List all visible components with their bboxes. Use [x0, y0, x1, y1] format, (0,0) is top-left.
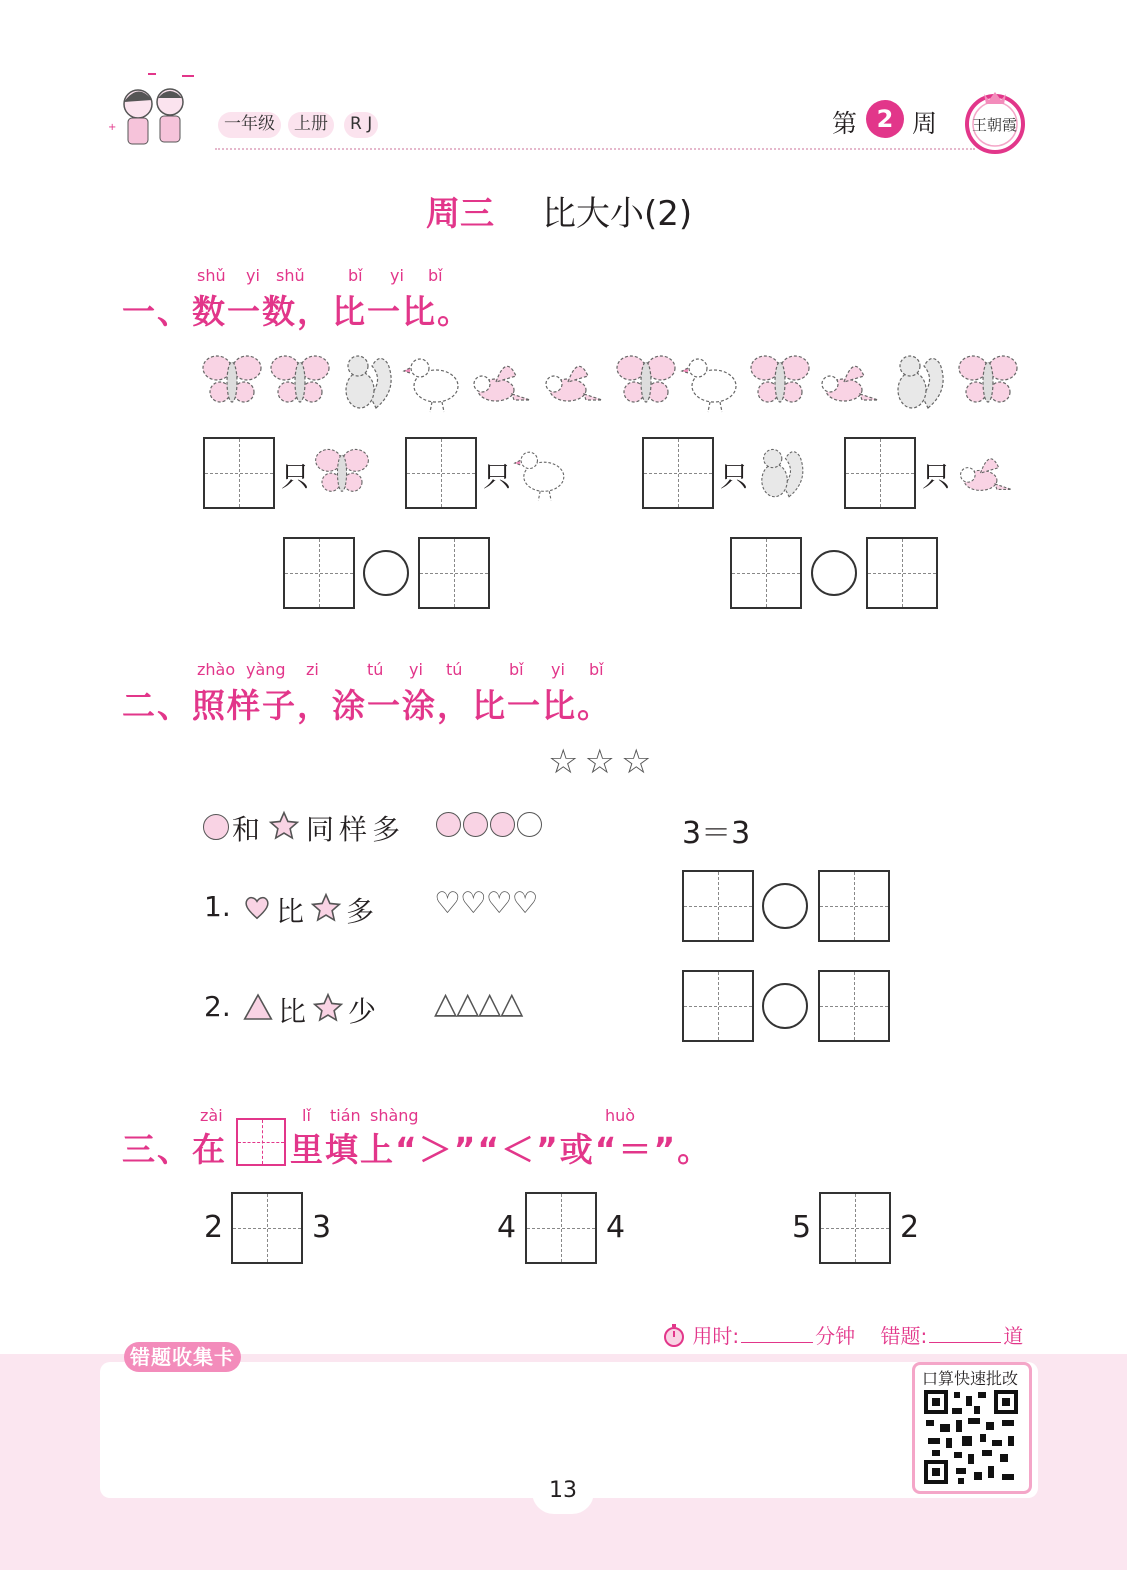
unit-label: 只	[281, 460, 310, 493]
circle-icon	[436, 812, 461, 837]
pinyin: lǐ	[302, 1106, 311, 1125]
week-number: 2	[866, 100, 904, 138]
pinyin: shàng	[370, 1106, 419, 1125]
example-circle-shapes	[436, 812, 542, 837]
circle-icon	[203, 814, 229, 840]
pinyin: yàng	[246, 660, 286, 679]
time-label: 用时:	[692, 1324, 740, 1348]
section3-heading-end: 里填上“＞”“＜”或“＝”。	[290, 1130, 713, 1169]
pinyin: bǐ	[348, 266, 363, 285]
unit-label: 只	[720, 460, 749, 493]
item1-left-box[interactable]	[682, 870, 754, 942]
compare-left-box[interactable]	[730, 537, 802, 609]
problem2-left: 4	[497, 1210, 517, 1245]
brand-seal	[962, 84, 1028, 158]
triangle-icon	[242, 992, 274, 1022]
item1-sign-circle[interactable]	[762, 883, 808, 929]
page-number: 13	[549, 1478, 577, 1503]
pinyin: yi	[409, 660, 423, 679]
squirrel-icon	[346, 356, 391, 408]
item1-right-box[interactable]	[818, 870, 890, 942]
butterfly-icon	[203, 356, 261, 402]
mistake-card-label: 错题收集卡	[124, 1342, 241, 1372]
item2-sign-circle[interactable]	[762, 983, 808, 1029]
unit-label: 只	[483, 460, 512, 493]
item1-heart-shapes[interactable]: ♡♡♡♡	[434, 886, 538, 921]
edition-label: R J	[344, 112, 378, 138]
bird-icon	[954, 444, 1018, 504]
star-icon	[310, 892, 342, 924]
problem3-left: 5	[792, 1210, 812, 1245]
answer-box-butterfly[interactable]	[203, 437, 275, 509]
example-answer: 3＝3	[682, 816, 751, 851]
butterfly-icon	[271, 356, 329, 402]
pinyin: bǐ	[428, 266, 443, 285]
volume-label: 上册	[288, 112, 334, 138]
pinyin: bǐ	[509, 660, 524, 679]
wrong-label: 错题:	[880, 1324, 928, 1348]
pinyin: shǔ	[197, 266, 226, 285]
item-number: 1.	[204, 890, 231, 923]
grade-label: 一年级	[218, 112, 281, 138]
compare-sign-circle[interactable]	[363, 550, 409, 596]
stopwatch-icon	[662, 1323, 686, 1347]
item1-relation: 多	[346, 895, 375, 928]
butterfly-icon	[312, 444, 372, 504]
item1-connector: 比	[276, 895, 305, 928]
bird-icon	[546, 366, 602, 401]
item-number: 2.	[204, 990, 231, 1023]
qr-label: 口算快速批改	[922, 1369, 1019, 1388]
animal-row	[198, 348, 1024, 414]
inline-box-icon	[236, 1118, 286, 1166]
example-connector: 和	[232, 813, 261, 846]
star-icon	[268, 810, 300, 842]
item2-left-box[interactable]	[682, 970, 754, 1042]
pinyin: yi	[551, 660, 565, 679]
answer-box-squirrel[interactable]	[642, 437, 714, 509]
bird-icon	[474, 366, 530, 401]
section3-heading-start: 三、在	[122, 1130, 227, 1169]
timer-row	[662, 1320, 1023, 1349]
answer-box-chicken[interactable]	[405, 437, 477, 509]
time-unit: 分钟	[815, 1324, 856, 1348]
squirrel-icon	[750, 444, 810, 504]
week-suffix: 周	[912, 109, 938, 138]
pinyin: zi	[306, 660, 319, 679]
chicken-icon	[404, 359, 458, 412]
unit-label: 只	[922, 460, 951, 493]
problem1-answer-box[interactable]	[231, 1192, 303, 1264]
svg-text:+: +	[108, 122, 117, 133]
chicken-icon	[682, 359, 736, 412]
title-topic: 比大小(2)	[542, 194, 693, 234]
answer-box-bird[interactable]	[844, 437, 916, 509]
pinyin: tú	[367, 660, 384, 679]
problem1-left: 2	[204, 1210, 224, 1245]
wrong-unit: 道	[1003, 1324, 1024, 1348]
pinyin: zài	[200, 1106, 223, 1125]
compare-sign-circle[interactable]	[811, 550, 857, 596]
title-day: 周三	[426, 194, 494, 234]
item2-relation: 少	[348, 995, 377, 1028]
squirrel-icon	[898, 356, 943, 408]
wrong-blank[interactable]	[929, 1342, 1001, 1343]
seal-text: 王朝霞	[972, 116, 1018, 134]
circle-icon	[517, 812, 542, 837]
butterfly-icon	[751, 356, 809, 402]
compare-right-box[interactable]	[866, 537, 938, 609]
pinyin: tián	[330, 1106, 361, 1125]
compare-left-box[interactable]	[283, 537, 355, 609]
problem2-right: 4	[606, 1210, 626, 1245]
pinyin: bǐ	[589, 660, 604, 679]
circle-icon	[490, 812, 515, 837]
butterfly-icon	[959, 356, 1017, 402]
pinyin: yi	[246, 266, 260, 285]
bird-icon	[822, 366, 878, 401]
week-prefix: 第	[832, 109, 858, 138]
problem1-right: 3	[312, 1210, 332, 1245]
time-blank[interactable]	[741, 1342, 813, 1343]
item2-connector: 比	[278, 995, 307, 1028]
problem2-answer-box[interactable]	[525, 1192, 597, 1264]
pinyin: huò	[605, 1106, 636, 1125]
star-icon	[312, 992, 344, 1024]
item2-right-box[interactable]	[818, 970, 890, 1042]
circle-icon	[463, 812, 488, 837]
header-divider	[215, 148, 975, 150]
pinyin: shǔ	[276, 266, 305, 285]
butterfly-icon	[617, 356, 675, 402]
item2-triangle-shapes[interactable]: △△△△	[434, 986, 523, 1021]
section1-heading: 一、数一数，比一比。	[122, 292, 472, 331]
example-relation: 同样多	[306, 813, 406, 846]
heart-icon	[242, 892, 272, 922]
reference-stars: ☆☆☆	[548, 742, 658, 782]
qr-code-icon[interactable]	[922, 1388, 1020, 1486]
problem3-answer-box[interactable]	[819, 1192, 891, 1264]
pinyin: yi	[390, 266, 404, 285]
pinyin: zhào	[197, 660, 236, 679]
compare-right-box[interactable]	[418, 537, 490, 609]
section2-heading: 二、照样子，涂一涂，比一比。	[122, 686, 612, 725]
pinyin: tú	[446, 660, 463, 679]
chicken-icon	[512, 444, 572, 504]
kids-illustration	[108, 72, 208, 156]
problem3-right: 2	[900, 1210, 920, 1245]
